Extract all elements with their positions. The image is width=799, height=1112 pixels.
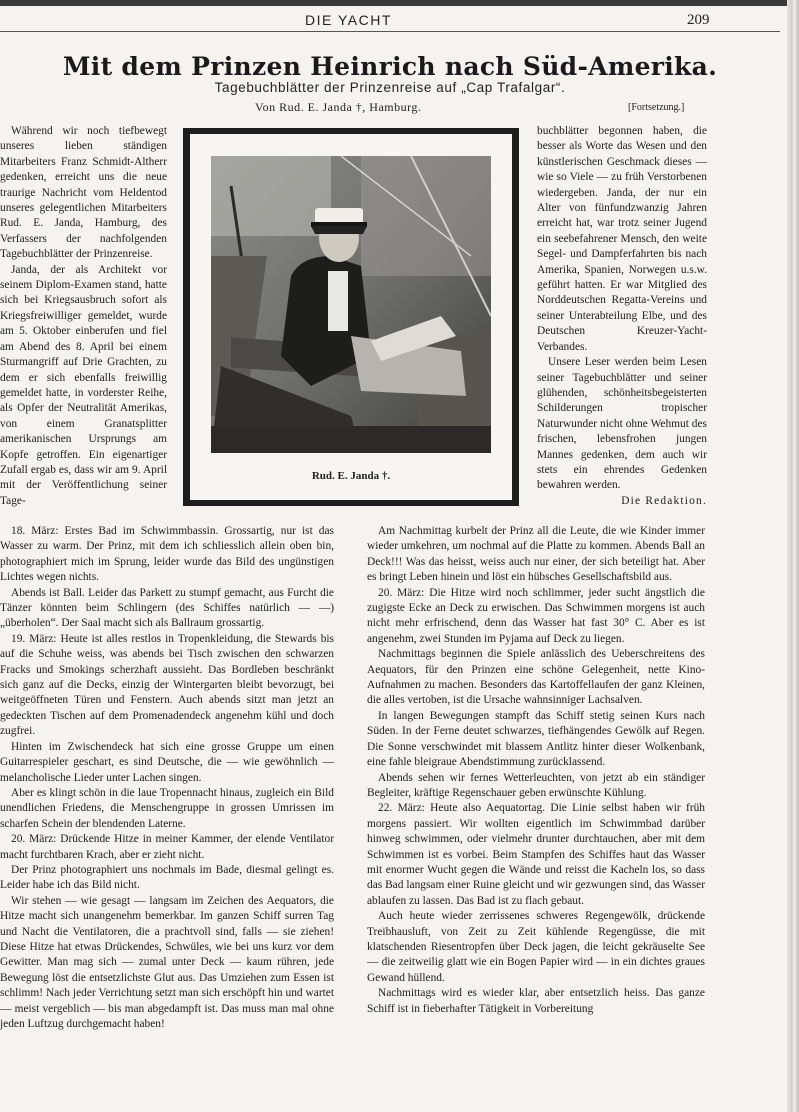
- body-column-left: [0, 524, 334, 1032]
- paragraph: Janda, der als Architekt vor seinem Diplom-Examen stand, hatte sich bei Kriegsausbruch sofort als Kriegsfreiwilliger gemeldet, wurde am 5. Oktober einberufen und fiel am Abend des 8. April bei einem Sturmangriff auf Drie Grachten, zu dem er sich ebenfalls freiwillig gemeldet hatte, in vorderster Reihe, als Opfer der Neutralität Amerikas, von einem Granatsplitter amerikanischen Ursprungs am Kopfe getroffen. Ein eigenartiger Zufall ergab es, dass wir am 9. April mit der Veröffentlichung seiner Tage-: [0, 263, 167, 507]
- top-edge: [0, 0, 799, 6]
- paragraph: buchblätter begonnen haben, die besser als Worte das Wesen und den künstlerischen Geschmack dieses — wie so Viele — zu früh Verstorbenen wiedergeben. Janda, der nur ein Alter von fünfundzwanzig Jahren erreicht hat, war trotz seiner Jugend ein seebefahrener Mensch, den weite Segel- und Dampferfahrten bis nach Amerika, Spanien, Norwegen u.s.w. geführt hatten. Er war Mitglied des Norddeutschen Regatta-Vereins und seiner Unterabteilung Elbe, und des Deutschen Kreuzer-Yacht-Verbandes.: [537, 125, 707, 353]
- body-column-right: [367, 524, 705, 1017]
- photo-caption: Rud. E. Janda †.: [311, 470, 391, 482]
- paragraph: Am Nachmittag kurbelt der Prinz all die Leute, die wie Kinder immer wieder umkehren, um nochmal auf die Platte zu kommen. Abends Ball an Deck!!! Was das heisst, weiss auch nur einer, der sich beteiligt hat. Aber es bringt Leben hinein und löst ein hübsches Gesellschaftsbild aus.: [367, 525, 705, 584]
- paragraph: Der Prinz photographiert uns nochmals im Bade, diesmal gelingt es. Leider habe ich das Bild nicht.: [0, 863, 334, 892]
- article-byline: Von Rud. E. Janda †, Hamburg.: [255, 100, 422, 114]
- intro-left-column: [0, 124, 167, 509]
- paragraph: Auch heute wieder zerrissenes schweres Regengewölk, drückende Treibhausluft, von Zeit zu Zeit kühlende Regengüsse, die mit klatschenden Riesentropfen über Deck jagen, die leicht gekräuselte See — die zeitweilig glatt wie ein Bogen Papier wird — in ein dichtes graues Gewand hüllend.: [367, 910, 705, 984]
- editorial-signature: Die Redaktion.: [621, 494, 707, 507]
- portrait-photo-frame: [183, 128, 519, 506]
- paragraph: 18. März: Erstes Bad im Schwimmbassin. Grossartig, nur ist das Wasser zu warm. Der Prinz, mit dem ich schliesslich allein oben bin, photographiert mich im Sprung, leider wurde das Bild des ungünstigen Lichtes wegen nichts.: [0, 525, 334, 584]
- paragraph: Nachmittags wird es wieder klar, aber entsetzlich heiss. Das ganze Schiff ist in fieberhafter Tätigkeit in Vorbereitung: [367, 987, 705, 1015]
- paragraph: Abends sehen wir fernes Wetterleuchten, von jetzt ab ein ständiger Begleiter, kräftige Regenschauer geben erwünschte Kühlung.: [367, 771, 705, 799]
- paragraph: Nachmittags beginnen die Spiele anlässlich des Ueberschreitens des Aequators, für den Prinzen eine schöne Gelegenheit, nette Kino-Aufnahmen zu machen. Besonders das Kartoffellaufen der ganz Kleinen, die alles vertoben, ist die Ursache wahnsinniger Lachsalven.: [367, 648, 705, 707]
- page-number: 209: [687, 12, 710, 28]
- paragraph: 22. März: Heute also Aequatortag. Die Linie selbst haben wir früh morgens passiert. Wir wollten eigentlich im Schwimmbad darüber hinweg schwimmen, oder vielmehr drunter durchtauchen, aber mit dem Schwimmen ist es vorbei. Beim Stampfen des Schiffes haut das Wasser mit enormer Wucht gegen die Wände und reisst die Kacheln los, so dass das Bad langsam einer Ruine gleicht und wir gezwungen sind, das Wasser ablaufen zu lassen. Das Bad ist zu flach gebaut.: [367, 802, 705, 907]
- running-header: [0, 12, 780, 32]
- header-rule: [0, 31, 780, 32]
- paragraph: Wir stehen — wie gesagt — langsam im Zeichen des Aequators, die Hitze macht sich unangenehm bemerkbar. Im ganzen Schiff surren Tag und Nacht die Ventilatoren, die a prachtvoll sind, falls — sie ziehen! Diese Hitze hat etwas Drückendes, Schwüles, wie bei uns kurz vor dem Gewitter. Man mag sich — zumal unter Deck — kaum rühren, jede Bewegung löst die entsetzlichste Glut aus. Das Umziehen zum Essen ist schlimm! Nach jeder Verrichtung setzt man sich erschöpft hin und wartet — meist vergeblich — bis man abgedampft ist. Das muss man mal ohne jeden Luftzug durchgemacht haben!: [0, 894, 334, 1030]
- paragraph: Aber es klingt schön in die laue Tropennacht hinaus, zugleich ein Bild unendlichen Friedens, die Menschengruppe in grossen Umrissen im scharfen Schein der blendenden Laterne.: [0, 786, 334, 830]
- intro-right-column: [537, 124, 707, 509]
- paragraph: 20. März: Die Hitze wird noch schlimmer, jeder sucht ängstlich die zugigste Ecke an Deck zu erwischen. Das Schwimmen morgens ist auch nicht mehr erfrischend, denn das Wasser hat fast 30° C. Aber es ist angenehm, zwei Stunden im Pyjama auf Deck zu liegen.: [367, 586, 705, 645]
- paragraph: In langen Bewegungen stampft das Schiff stetig seinen Kurs nach Süden. In der Ferne deutet schwarzes, tiefhängendes Gewölk auf Regen. Die Sonne verschwindet mit blassem Antlitz hinter dieser Wolkenbank, eine fahle bleigraue Abendstimmung zurücklassend.: [367, 709, 705, 769]
- portrait-photo: [211, 156, 491, 453]
- paragraph: Unsere Leser werden beim Lesen seiner Tagebuchblätter und seiner glühenden, schönheitsbegeisterten Schilderungen tropischer Naturwunder nicht ohne Wehmut des frischen, lebensfrohen jungen Mannes gedenken, dem auch wir stets ein ehrendes Gedenken bewahren werden.: [537, 356, 707, 492]
- paragraph: Hinten im Zwischendeck hat sich eine grosse Gruppe um einen Guitarrespieler geschart, es sind Deutsche, die — wie gewöhnlich — melancholische Lieder unter Lachen singen.: [0, 740, 334, 784]
- article-title: Mit dem Prinzen Heinrich nach Süd-Amerika.: [62, 52, 718, 81]
- article-subtitle: Tagebuchblätter der Prinzenreise auf „Cap Trafalgar“.: [214, 80, 566, 95]
- paragraph: Während wir noch tiefbewegt unseres lieben ständigen Mitarbeiters Franz Schmidt-Altherr gedenken, erreicht uns die neue traurige Nachricht vom Heldentod unseres gelegentlichen Mitarbeiters Rud. E. Janda, Hamburg, des Verfassers der nachfolgenden Tagebuchblätter der Prinzenreise.: [0, 125, 167, 261]
- photo-mat: [190, 134, 512, 500]
- magazine-name: DIE YACHT: [305, 12, 392, 28]
- paragraph: 19. März: Heute ist alles restlos in Tropenkleidung, die Stewards bis auf die Schuhe weiss, was abends bei Tisch zwischen den schwarzen Fracks und Smokings scherzhaft aussieht. Das Bordleben beschränkt sich ganz auf die Decks, einzig der Wintergarten bleibt bevorzugt, bei weitgeöffneten Türen und Fenstern. Auch abends sitzt man jetzt an gedeckten Tischen auf dem Promenadendeck angenehm kühl und doch zugfrei.: [0, 632, 334, 738]
- paragraph: 20. März: Drückende Hitze in meiner Kammer, der elende Ventilator macht furchtbaren Krach, aber er zieht nicht.: [0, 833, 334, 861]
- page-binding-edge: [787, 0, 799, 1112]
- portrait-photo-image: [211, 156, 491, 453]
- continuation-note: [Fortsetzung.]: [628, 102, 685, 113]
- paragraph: Abends ist Ball. Leider das Parkett zu stumpf gemacht, aus Furcht die Tänzer könnten beim Schlingern (des Schiffes natürlich — —) „überholen“. Der Saal macht sich als Ballraum grossartig.: [0, 586, 334, 630]
